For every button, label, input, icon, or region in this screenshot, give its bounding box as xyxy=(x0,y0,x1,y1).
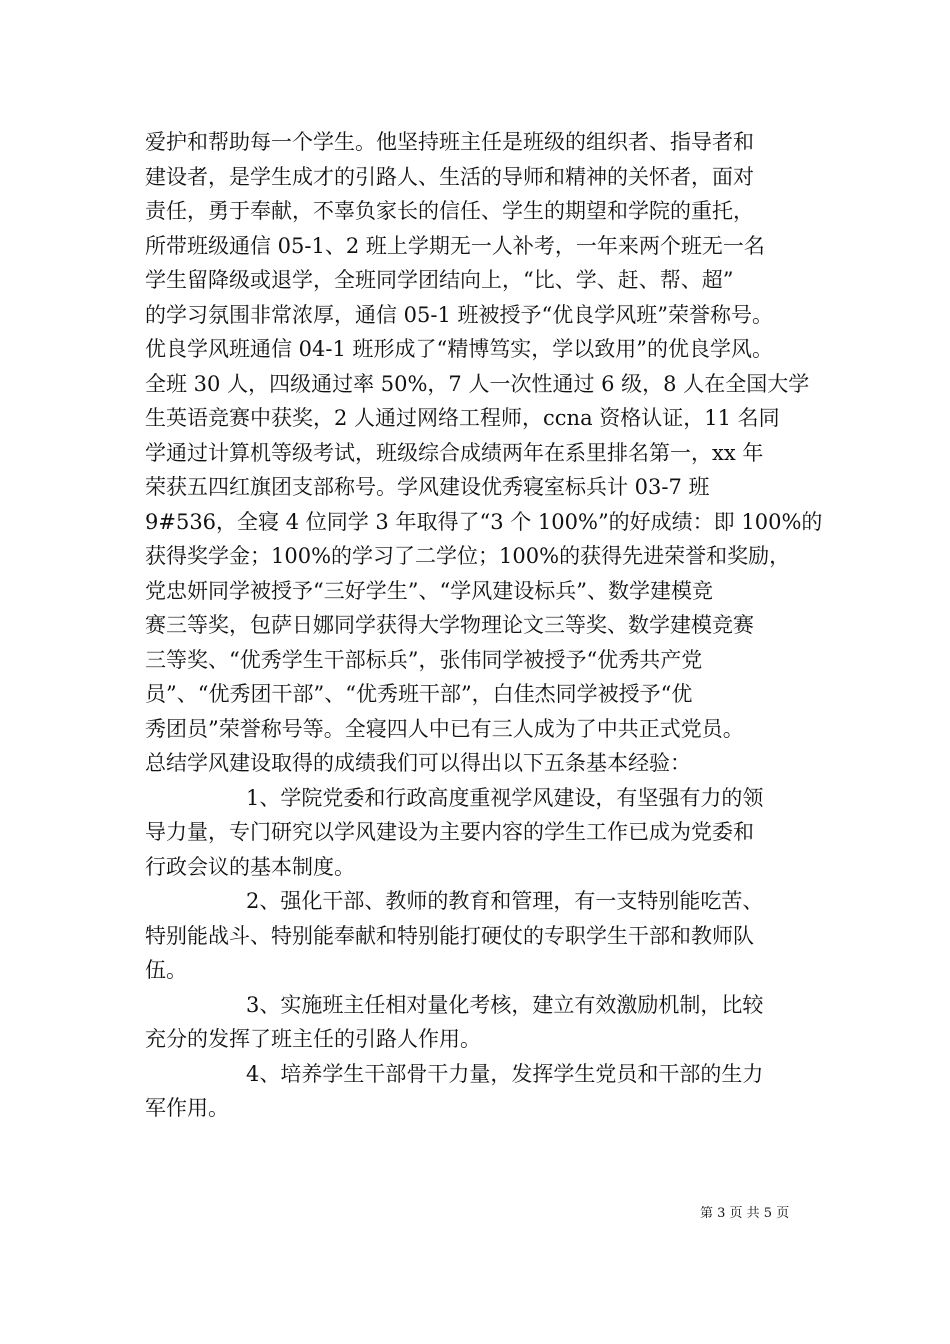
body-line: 所带班级通信 05-1、2 班上学期无一人补考，一年来两个班无一名 xyxy=(145,234,765,258)
list-item-2-line: 特别能战斗、特别能奉献和特别能打硬仗的专职学生干部和教师队 xyxy=(145,924,754,948)
body-line: 赛三等奖，包萨日娜同学获得大学物理论文三等奖、数学建模竞赛 xyxy=(145,613,754,637)
body-line: 三等奖、“优秀学生干部标兵”，张伟同学被授予“优秀共产党 xyxy=(145,648,703,672)
list-item-4-line: 军作用。 xyxy=(145,1096,229,1120)
list-item-1-line: 导力量，专门研究以学风建设为主要内容的学生工作已成为党委和 xyxy=(145,820,754,844)
body-line: 的学习氛围非常浓厚，通信 05-1 班被授予“优良学风班”荣誉称号。 xyxy=(145,303,773,327)
body-line: 学生留降级或退学，全班同学团结向上，“比、学、赶、帮、超” xyxy=(145,268,734,292)
body-line: 生英语竞赛中获奖，2 人通过网络工程师，ccna 资格认证，11 名同 xyxy=(145,406,780,430)
body-line: 秀团员”荣誉称号等。全寝四人中已有三人成为了中共正式党员。 xyxy=(145,717,744,741)
list-item-1-first-line: 1、学院党委和行政高度重视学风建设，有坚强有力的领 xyxy=(246,786,764,810)
list-item-4-first-line: 4、培养学生干部骨干力量，发挥学生党员和干部的生力 xyxy=(246,1062,764,1086)
body-line: 爱护和帮助每一个学生。他坚持班主任是班级的组织者、指导者和 xyxy=(145,130,754,154)
list-item-2-line: 伍。 xyxy=(145,958,187,982)
body-line: 建设者，是学生成才的引路人、生活的导师和精神的关怀者，面对 xyxy=(145,165,754,189)
list-item-3-line: 充分的发挥了班主任的引路人作用。 xyxy=(145,1027,481,1051)
list-item-1-line: 行政会议的基本制度。 xyxy=(145,855,355,879)
list-item-2-first-line: 2、强化干部、教师的教育和管理，有一支特别能吃苦、 xyxy=(246,889,764,913)
body-line: 员”、“优秀团干部”、“优秀班干部”，白佳杰同学被授予“优 xyxy=(145,682,693,706)
body-line: 全班 30 人，四级通过率 50%，7 人一次性通过 6 级，8 人在全国大学 xyxy=(145,372,810,396)
body-line: 获得奖学金；100%的学习了二学位；100%的获得先进荣誉和奖励， xyxy=(145,544,791,568)
body-line: 9#536，全寝 4 位同学 3 年取得了“3 个 100%”的好成绩：即 100%的 xyxy=(145,510,823,534)
page-indicator: 第 3 页 共 5 页 xyxy=(700,1206,790,1221)
body-line: 责任，勇于奉献，不辜负家长的信任、学生的期望和学院的重托， xyxy=(145,199,754,223)
list-item-3-first-line: 3、实施班主任相对量化考核，建立有效激励机制，比较 xyxy=(246,993,764,1017)
body-line: 荣获五四红旗团支部称号。学风建设优秀寝室标兵计 03-7 班 xyxy=(145,475,710,499)
body-line: 学通过计算机等级考试，班级综合成绩两年在系里排名第一，xx 年 xyxy=(145,441,764,465)
body-line: 优良学风班通信 04-1 班形成了“精博笃实，学以致用”的优良学风。 xyxy=(145,337,773,361)
body-line: 党忠妍同学被授予“三好学生”、“学风建设标兵”、数学建模竞 xyxy=(145,579,713,603)
body-line: 总结学风建设取得的成绩我们可以得出以下五条基本经验： xyxy=(145,751,691,775)
